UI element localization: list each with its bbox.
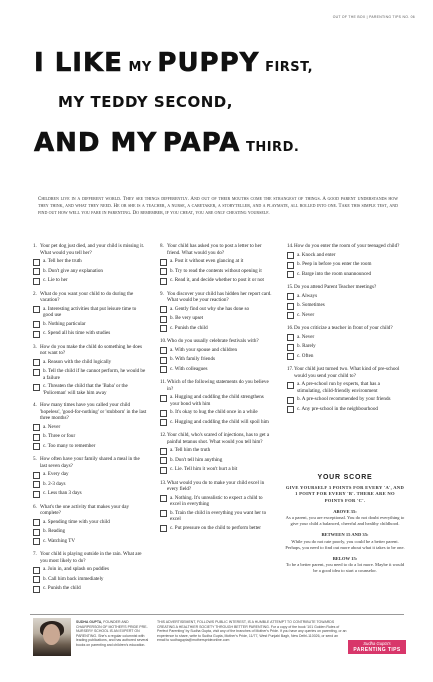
question-text: How many times have you called your child 'hopeless', 'good-for-nothing' or 'stubborn' in the last three months? <box>40 402 147 421</box>
answer-label: c. Punish the child <box>43 585 81 591</box>
answer-checkbox[interactable] <box>33 268 40 275</box>
question-text-row <box>287 325 401 332</box>
answer-option[interactable] <box>287 252 401 260</box>
answer-option[interactable] <box>160 419 274 427</box>
answer-label: a. Gently find out why she has done so <box>170 305 250 312</box>
question <box>287 243 401 278</box>
answer-label: b. Three or four <box>43 433 76 439</box>
question-number: 17. <box>287 366 294 372</box>
question-text-row <box>33 291 147 304</box>
answer-checkbox[interactable] <box>160 278 167 285</box>
intro-body: And out of their mouths come the strangest of things. A good parent understands how they think, and what they need. He or she is a teacher, a nurse, a caretaker, a storyteller, and a playmate, all rolled into one. Take this simple test, and find out how well you fare in parenting. Do remember, if you cheat, you are only cheating yourself. <box>38 197 398 217</box>
answer-label: c. Hugging and cuddling the child will spoil him <box>170 418 269 425</box>
answer-checkbox[interactable] <box>160 395 167 402</box>
answer-option[interactable] <box>33 368 147 381</box>
answer-label: a. Post it without even glancing at it <box>170 258 244 264</box>
answer-checkbox[interactable] <box>160 410 167 417</box>
answer-checkbox[interactable] <box>160 268 167 275</box>
answer-checkbox[interactable] <box>160 316 167 323</box>
parenting-tips-logo <box>348 640 406 654</box>
question-number: 13. <box>160 479 167 486</box>
answer-checkbox[interactable] <box>160 259 167 266</box>
question-number: 3. <box>33 343 37 350</box>
answer-label: c. Read it, and decide whether to post it or not <box>170 277 264 283</box>
answer-checkbox[interactable] <box>287 344 294 351</box>
score-heading-15-35: BETWEEN 15 AND 35: <box>321 532 369 538</box>
answer-label: c. Punish the child <box>170 324 208 331</box>
question <box>33 551 147 593</box>
question-number: 7. <box>33 551 37 557</box>
intro-lead: Children live in a different world. They see things differently. <box>38 197 189 202</box>
answer-option[interactable] <box>160 306 274 314</box>
answer-option[interactable] <box>287 396 401 404</box>
answer-checkbox[interactable] <box>160 366 167 373</box>
answer-label: c. With colleagues <box>170 365 208 372</box>
answer-checkbox[interactable] <box>160 325 167 332</box>
answer-label: c. Watching TV <box>43 537 76 544</box>
answer-checkbox[interactable] <box>33 306 40 313</box>
answer-checkbox[interactable] <box>160 467 167 474</box>
answer-label: a. Hugging and cuddling the child strengthens your bond with him <box>170 394 264 407</box>
question <box>160 432 274 474</box>
answer-label: b. Don't give any explanation <box>43 267 103 274</box>
answer-checkbox[interactable] <box>287 252 294 259</box>
headline-word: PUPPY <box>157 48 260 78</box>
question-text-row <box>33 456 147 469</box>
question-number: 10. <box>160 338 167 344</box>
score-text-15-35: While you do not rate poorly, you could be a better parent. Perhaps, you need to find out more about what it takes to be one. <box>285 538 405 550</box>
answer-checkbox[interactable] <box>33 259 40 266</box>
answer-checkbox[interactable] <box>287 271 294 278</box>
question-text-row <box>160 432 274 445</box>
score-rule: GIVE YOURSELF 3 POINTS FOR EVERY 'A', AND 1 POINT FOR EVERY 'B'. THERE ARE NO POINTS FOR 'C'. <box>285 485 405 503</box>
answer-checkbox[interactable] <box>33 529 40 536</box>
questions-column-3 <box>287 243 401 419</box>
question-text: Do you attend Parent Teacher meetings? <box>294 284 377 290</box>
question <box>160 338 274 373</box>
answer-label: b. Nothing particular <box>43 320 86 327</box>
answer-option[interactable] <box>33 538 147 546</box>
headline-word: MY <box>128 60 152 75</box>
answer-option[interactable] <box>287 343 401 351</box>
answer-label: b. Be very upset <box>170 315 204 321</box>
question-number: 12. <box>160 432 167 438</box>
question-number: 9. <box>160 290 164 297</box>
answer-checkbox[interactable] <box>287 334 294 341</box>
question-number: 1. <box>33 243 37 249</box>
question-text: What's the one activity that makes your day complete? <box>40 503 130 516</box>
question <box>160 291 274 333</box>
answer-checkbox[interactable] <box>287 397 294 404</box>
score-title: YOUR SCORE <box>317 474 373 481</box>
score-heading-below-15: BELOW 15: <box>332 556 358 562</box>
author-bio-text: FOUNDER AND CHAIRPERSON OF MOTHER'S PRIDE PRE-NURSERY SCHOOL IS AN EXPERT ON PARENTING. She's a regular columnist with leading publications, and has authored several books on parenting and children's education. <box>76 620 149 647</box>
answer-checkbox[interactable] <box>33 491 40 498</box>
answer-checkbox[interactable] <box>160 495 167 502</box>
question-text: How often have your family shared a meal in the last seven days? <box>40 456 140 469</box>
question <box>33 291 147 338</box>
answer-option[interactable] <box>160 258 274 266</box>
answer-checkbox[interactable] <box>287 406 294 413</box>
answer-option[interactable] <box>287 334 401 342</box>
question-text: Your child, who's scared of injections, has to get a painful tetanus shot. What would you tell him? <box>167 432 270 445</box>
answer-label: a. Reason with the child logically <box>43 358 112 365</box>
answer-checkbox[interactable] <box>33 359 40 366</box>
answer-label: a. Never <box>297 333 315 340</box>
answer-label: b. Peep in before you enter the room <box>297 261 372 267</box>
question-text-row <box>287 366 401 379</box>
question-text-row <box>287 243 401 250</box>
question <box>33 504 147 546</box>
answer-option[interactable] <box>160 356 274 364</box>
answer-label: a. Never <box>43 423 61 430</box>
question-text: What would you do to make your child excel in every field? <box>167 479 265 492</box>
question-text-row <box>33 504 147 517</box>
footer-divider <box>30 614 404 615</box>
answer-option[interactable] <box>33 330 147 338</box>
answer-option[interactable] <box>33 433 147 441</box>
question <box>33 344 147 397</box>
answer-checkbox[interactable] <box>160 457 167 464</box>
headline-word: I LIKE <box>34 48 123 78</box>
answer-checkbox[interactable] <box>33 519 40 526</box>
answer-label: b. Train the child in everything you want her to excel <box>170 509 267 522</box>
answer-option[interactable] <box>33 519 147 527</box>
headline-line-2 <box>58 92 233 111</box>
question-number: 4. <box>33 402 37 408</box>
answer-checkbox[interactable] <box>287 353 294 360</box>
answer-checkbox[interactable] <box>160 448 167 455</box>
question <box>287 325 401 360</box>
answer-option[interactable] <box>160 447 274 455</box>
answer-label: c. Too many to remember <box>43 442 96 449</box>
answer-label: a. Tell her the truth <box>43 258 82 264</box>
answer-checkbox[interactable] <box>287 382 294 389</box>
answer-option[interactable] <box>33 258 147 266</box>
answer-checkbox[interactable] <box>33 472 40 479</box>
answer-label: b. Rarely <box>297 343 316 349</box>
answer-label: b. Reading <box>43 528 66 534</box>
question <box>33 402 147 450</box>
question-number: 5. <box>33 456 37 462</box>
answer-option[interactable] <box>160 525 274 533</box>
question-text: Which of the following statements do you believe in? <box>167 379 269 392</box>
answer-checkbox[interactable] <box>33 369 40 376</box>
question-text: How do you enter the room of your teenaged child? <box>294 243 400 249</box>
question-number: 2. <box>33 290 37 297</box>
question-text-row <box>33 551 147 564</box>
question-text: Who do you usually celebrate festivals with? <box>167 338 259 344</box>
answer-option[interactable] <box>160 394 274 407</box>
series-tag: OUT OF THE BOX | PARENTING TIPS NO. 06 <box>332 15 415 19</box>
answer-option[interactable] <box>33 306 147 319</box>
headline-word: FIRST, <box>265 60 314 75</box>
answer-checkbox[interactable] <box>33 576 40 583</box>
answer-option[interactable] <box>33 277 147 285</box>
answer-label: b. It's okay to hug the child once in a while <box>170 409 258 415</box>
question-number: 6. <box>33 503 37 510</box>
answer-label: a. Knock and enter <box>297 251 336 258</box>
answer-label: a. With your spouse and children <box>170 346 238 353</box>
answer-checkbox[interactable] <box>33 443 40 450</box>
answer-label: b. Sometimes <box>297 302 325 308</box>
answer-label: b. Tell the child if he cannot perform, he would be a failure <box>43 368 146 381</box>
answer-checkbox[interactable] <box>287 303 294 310</box>
question-text-row <box>160 243 274 256</box>
answer-option[interactable] <box>160 277 274 285</box>
answer-option[interactable] <box>33 528 147 536</box>
answer-option[interactable] <box>160 510 274 523</box>
score-text-below-15: To be a better parent, you need to do a lot more. Maybe it would be a good idea to start a counselor. <box>285 562 405 574</box>
question-text: What do you want your child to do during the vacation? <box>40 290 134 303</box>
advertisement-text: THIS ADVERTISEMENT, FOLLOWS PUBLIC INTEREST, IS A HUMBLE ATTEMPT TO CONTRIBUTE TOWARDS CREATING A HEALTHIER SOCIETY THROUGH BETTER PARENTING. For a copy of the book '101 Golden Rules of Perfect Parenting' by Sudha Gupta, visit any of the branches of Mother's Pride. If you have any queries on parenting, or an experience to share, write to Sudha Gupta, Mother's Pride, 11/77, West Punjabi Bagh, New Delhi-110026, or send an email to sudhagupta@mothersprideonline.com <box>157 620 347 643</box>
answer-option[interactable] <box>160 457 274 465</box>
answer-option[interactable] <box>287 302 401 310</box>
question-text-row <box>33 402 147 422</box>
question-text: Do you criticize a teacher in front of your child? <box>294 325 393 331</box>
answer-label: b. Try to read the contents without opening it <box>170 267 262 274</box>
question <box>160 379 274 426</box>
question-text-row <box>33 344 147 357</box>
question-text: Your child just turned two. What kind of pre-school would you send your child to? <box>294 366 400 379</box>
headline-word: AND MY <box>34 128 158 158</box>
answer-label: c. Often <box>297 352 314 359</box>
answer-option[interactable] <box>33 471 147 479</box>
question-number: 14. <box>287 243 294 249</box>
answer-option[interactable] <box>287 261 401 269</box>
answer-checkbox[interactable] <box>33 384 40 391</box>
answer-option[interactable] <box>287 406 401 414</box>
answer-option[interactable] <box>160 409 274 417</box>
answer-checkbox[interactable] <box>33 538 40 545</box>
answer-option[interactable] <box>287 381 401 394</box>
headline-word: THIRD. <box>245 140 300 155</box>
answer-label: b. Call him back immediately <box>43 575 104 582</box>
answer-option[interactable] <box>160 495 274 508</box>
headline-word: MY TEDDY SECOND, <box>58 93 233 111</box>
answer-label: a. Spending time with your child <box>43 518 110 525</box>
answer-label: c. Spend all his time with studies <box>43 330 111 336</box>
answer-checkbox[interactable] <box>33 321 40 328</box>
answer-checkbox[interactable] <box>160 357 167 364</box>
answer-option[interactable] <box>33 481 147 489</box>
answer-label: b. Don't tell him anything <box>170 456 223 463</box>
answer-checkbox[interactable] <box>287 262 294 269</box>
answer-option[interactable] <box>33 424 147 432</box>
answer-label: a. A pre-school run by experts, that has a stimulating, child-friendly environment <box>297 381 380 394</box>
question-text-row <box>160 338 274 345</box>
question <box>287 366 401 413</box>
score-text-above-35: As a parent, you are exceptional. You do not doubt everything to give your child a balanced, cheerful and healthy childhood. <box>285 515 405 527</box>
answer-option[interactable] <box>287 293 401 301</box>
answer-option[interactable] <box>287 271 401 279</box>
answer-option[interactable] <box>287 312 401 320</box>
answer-checkbox[interactable] <box>33 481 40 488</box>
question-text: Your child is playing outside in the rain. What are you most likely to do? <box>40 551 142 564</box>
question-number: 11. <box>160 379 167 385</box>
answer-option[interactable] <box>33 321 147 329</box>
answer-checkbox[interactable] <box>160 510 167 517</box>
question <box>33 456 147 498</box>
answer-checkbox[interactable] <box>160 306 167 313</box>
answer-checkbox[interactable] <box>33 567 40 574</box>
answer-checkbox[interactable] <box>33 331 40 338</box>
author-bio <box>76 620 150 648</box>
answer-label: a. Join in, and splash on puddles <box>43 566 109 572</box>
answer-option[interactable] <box>160 315 274 323</box>
headline-line-3 <box>34 128 299 158</box>
answer-option[interactable] <box>33 576 147 584</box>
questions-column-2 <box>160 243 274 538</box>
answer-option[interactable] <box>160 268 274 276</box>
answer-option[interactable] <box>160 466 274 474</box>
answer-label: c. Lie to her <box>43 277 68 283</box>
answer-label: c. Threaten the child that the 'Baba' or the 'Policeman' will take him away <box>43 383 128 396</box>
answer-checkbox[interactable] <box>160 347 167 354</box>
answer-checkbox[interactable] <box>287 293 294 300</box>
answer-label: a. Tell him the truth <box>170 447 211 453</box>
answer-checkbox[interactable] <box>33 434 40 441</box>
answer-label: a. Every day <box>43 471 69 477</box>
score-box <box>285 475 405 575</box>
answer-label: b. With family friends <box>170 356 215 362</box>
author-photo <box>33 618 71 656</box>
answer-checkbox[interactable] <box>160 525 167 532</box>
answer-option[interactable] <box>160 325 274 333</box>
question-text-row <box>160 291 274 304</box>
answer-label: a. Nothing. It's unrealistic to expect a child to excel in everything <box>170 494 263 507</box>
logo-line-1: Sudha Gupta's <box>363 641 391 646</box>
answer-label: c. Lie. Tell him it won't hurt a bit <box>170 466 238 472</box>
question-text-row <box>33 243 147 256</box>
answer-option[interactable] <box>33 490 147 498</box>
question-text: You discover your child has hidden her report card. What would be your reaction? <box>167 290 272 303</box>
answer-option[interactable] <box>33 383 147 396</box>
answer-option[interactable] <box>287 353 401 361</box>
question <box>160 243 274 285</box>
questions-column-1 <box>33 243 147 599</box>
answer-option[interactable] <box>33 359 147 367</box>
score-heading-above-35: ABOVE 35: <box>333 508 357 514</box>
author-name: SUDHA GUPTA, <box>76 620 103 624</box>
answer-option[interactable] <box>33 443 147 451</box>
question-number: 15. <box>287 284 294 290</box>
answer-label: b. 2-3 days <box>43 480 66 487</box>
author-face <box>43 624 60 645</box>
answer-label: c. Put pressure on the child to perform better <box>170 524 261 531</box>
question-text-row <box>160 480 274 493</box>
answer-option[interactable] <box>33 585 147 593</box>
question-text: Your pet dog just died, and your child is missing it. What would you tell her? <box>40 243 145 256</box>
answer-label: c. Barge into the room unannounced <box>297 270 372 277</box>
question-number: 8. <box>160 243 164 249</box>
headline-word: PAPA <box>162 128 241 158</box>
answer-label: c. Any pre-school in the neighbourhood <box>297 405 378 412</box>
answer-label: c. Never <box>297 311 315 318</box>
answer-label: a. Interesting activities that put leisure time to good use <box>43 305 137 318</box>
answer-checkbox[interactable] <box>287 312 294 319</box>
logo-line-2: PARENTING TIPS <box>353 647 401 653</box>
question <box>287 284 401 319</box>
answer-option[interactable] <box>33 268 147 276</box>
question <box>33 243 147 285</box>
intro-paragraph <box>38 196 398 218</box>
answer-option[interactable] <box>33 566 147 574</box>
question-text: Your child has asked you to post a letter to her friend. What would you do? <box>167 243 262 256</box>
answer-checkbox[interactable] <box>160 419 167 426</box>
answer-checkbox[interactable] <box>33 586 40 593</box>
answer-checkbox[interactable] <box>33 424 40 431</box>
answer-label: b. A pre-school recommended by your friends <box>297 396 391 402</box>
answer-option[interactable] <box>160 347 274 355</box>
answer-label: c. Less than 3 days <box>43 490 82 496</box>
question-text: How do you make the child do something he does not want to? <box>40 343 142 356</box>
question-number: 16. <box>287 325 294 331</box>
answer-checkbox[interactable] <box>33 278 40 285</box>
headline-line-1 <box>34 48 313 78</box>
question <box>160 480 274 533</box>
answer-option[interactable] <box>160 366 274 374</box>
question-text-row <box>287 284 401 291</box>
question-text-row <box>160 379 274 392</box>
answer-label: a. Always <box>297 292 318 299</box>
